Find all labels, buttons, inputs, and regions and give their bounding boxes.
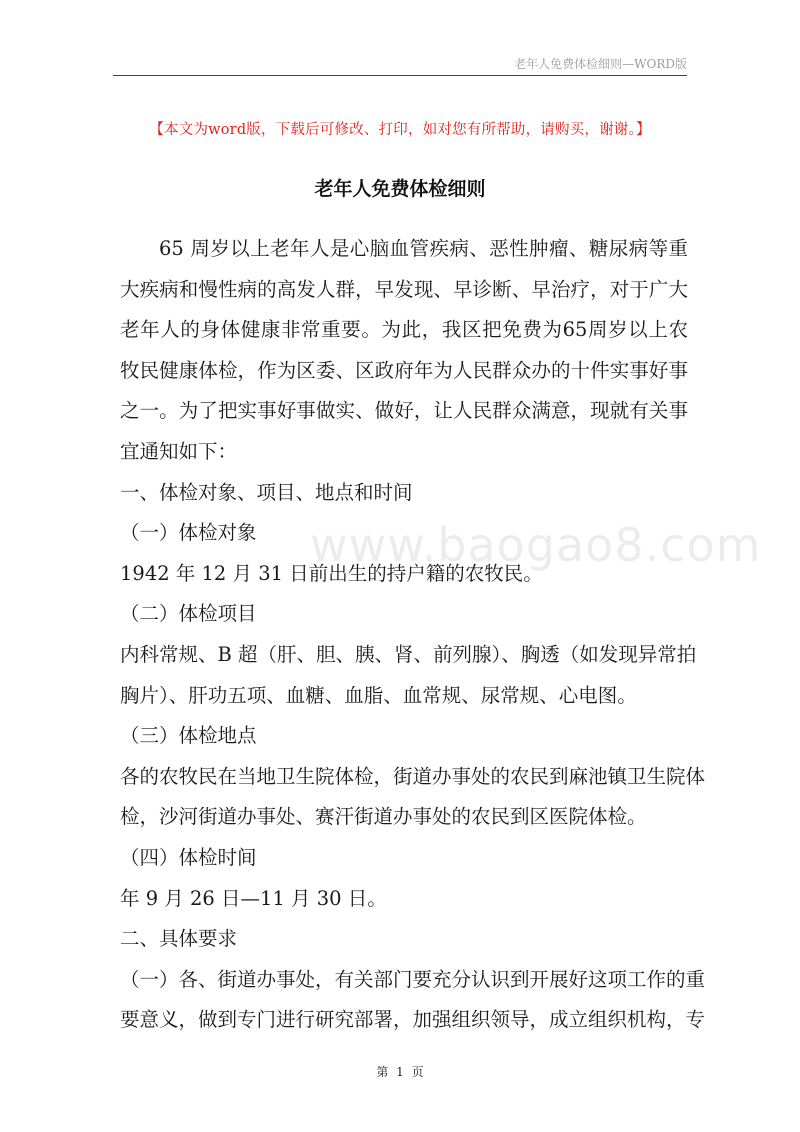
document-body (120, 229, 706, 1041)
body-line: 内科常规、B 超（肝、胆、胰、肾、前列腺）、胸透（如发现异常拍 (120, 642, 697, 666)
watermark: www.baogao8.com (310, 518, 762, 572)
document-title: 老年人免费体检细则 (314, 178, 486, 200)
body-line: 检，沙河街道办事处、赛汗街道办事处的农民到区医院体检。 (120, 805, 647, 829)
subsection-heading: （二）体检项目 (120, 602, 257, 626)
download-notice: 【本文为word版，下载后可修改、打印，如对您有所帮助，请购买，谢谢。】 (149, 122, 651, 138)
body-line: 年 9 月 26 日—11 月 30 日。 (120, 886, 387, 910)
header-divider (113, 75, 687, 76)
subsection-heading: （三）体检地点 (120, 724, 257, 748)
page-number: 1 (396, 1065, 404, 1079)
body-line: （一）各、街道办事处，有关部门要充分认识到开展好这项工作的重 (120, 967, 706, 991)
section-heading: 一、体检对象、项目、地点和时间 (120, 480, 413, 504)
running-header: 老年人免费体检细则—WORD版 (514, 57, 687, 71)
body-line: 胸片）、肝功五项、血糖、血脂、血常规、尿常规、心电图。 (120, 683, 637, 707)
subsection-heading: （四）体检时间 (120, 845, 257, 869)
section-heading: 二、具体要求 (120, 927, 238, 951)
body-line: 各的农牧民在当地卫生院体检，街道办事处的农民到麻池镇卫生院体 (120, 764, 706, 788)
page-footer (0, 1063, 800, 1080)
body-line: 1942 年 12 月 31 日前出生的持户籍的农牧民。 (120, 561, 543, 585)
intro-paragraph: 65 周岁以上老年人是心脑血管疾病、恶性肿瘤、糖尿病等重大疾病和慢性病的高发人群，早发现、早诊断、早治疗，对于广大老年人的身体健康非常重要。为此，我区把免费为65周岁以上农牧民健康体检，作为区委、区政府年为人民群众办的十件实事好事之一。为了把实事好事做实、做好，让人民群众满意，现就有关事宜通知如下： (120, 237, 688, 463)
subsection-heading: （一）体检对象 (120, 521, 257, 545)
footer-suffix: 页 (411, 1065, 424, 1079)
footer-prefix: 第 (376, 1065, 389, 1079)
body-line: 要意义，做到专门进行研究部署，加强组织领导，成立组织机构，专 (120, 1008, 706, 1032)
